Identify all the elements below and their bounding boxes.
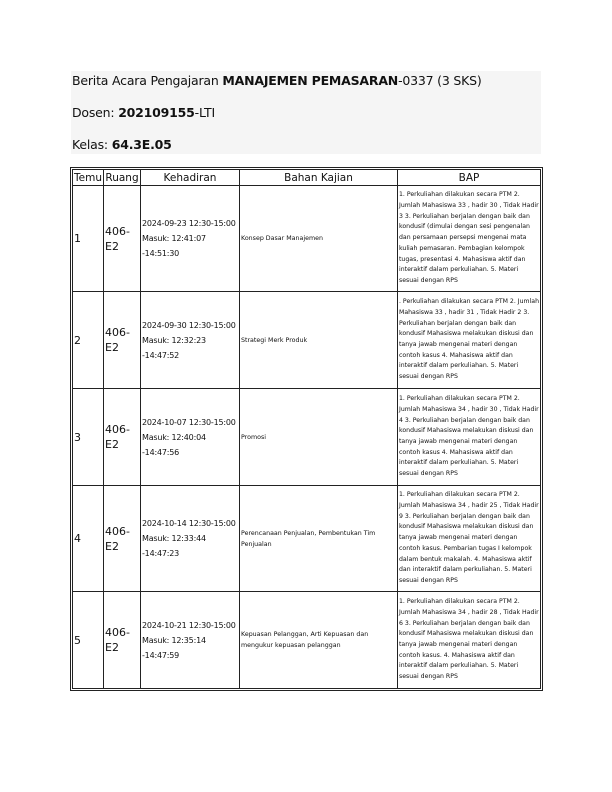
table-row (73, 292, 541, 389)
header-ruang: Ruang (105, 171, 139, 184)
class-line (72, 137, 172, 152)
schedule: 2024-10-14 12:30-15:00 (142, 519, 236, 528)
bap-notes: 1. Perkuliahan dilakukan secara PTM 2. Jumlah Mahasiswa 34 , hadir 25 , Tidak Hadir 9 3. Perkuliahan berjalan dengan baik dan kondusif Mahasiswa melakukan diskusi dan tanya jawab mengenai materi dengan contoh kasus. Pembarian tugas I kelompok dalam bentuk makalah. 4. Mahasiswa aktif dan interaktif dalam perkuliahan. 5. Materi sesuai dengan RPS (398, 486, 541, 592)
document-header (71, 71, 541, 154)
lecturer-id: 202109155 (118, 105, 195, 120)
meeting-number: 5 (73, 592, 104, 689)
meeting-number: 4 (73, 486, 104, 592)
bap-notes: 1. Perkuliahan dilakukan secara PTM 2. Jumlah Mahasiswa 33 , hadir 30 , Tidak Hadir 3 3. Perkuliahan berjalan dengan baik dan kondusif (dimulai dengan sesi pengenalan dan persamaan persepsi mengenai mata kuliah pemasaran. Pembagian kelompok tugas, presentasi 4. Mahasiswa aktif dan interaktif dalam perkuliahan. 5. Materi sesuai dengan RPS (398, 186, 541, 292)
table-row (73, 186, 541, 292)
check-in: Masuk: 12:33:44 -14:47:23 (142, 534, 206, 558)
meeting-number: 3 (73, 389, 104, 486)
bap-notes: 1. Perkuliahan dilakukan secara PTM 2. Jumlah Mahasiswa 34 , hadir 30 , Tidak Hadir 4 3. Perkuliahan berjalan dengan baik dan kondusif Mahasiswa melakukan diskusi dan tanya jawab mengenai materi dengan contoh kasus 4. Mahasiswa aktif dan interaktif dalam perkuliahan. 5. Materi sesuai dengan RPS (398, 389, 541, 486)
table-row (73, 486, 541, 592)
lecturer-label: Dosen: (72, 105, 119, 120)
course-name: MANAJEMEN PEMASARAN (222, 73, 399, 88)
bap-notes: . Perkuliahan dilakukan secara PTM 2. Jumlah Mahasiswa 33 , hadir 31 , Tidak Hadir 2 3. Perkuliahan berjalan dengan baik dan kondusif Mahasiswa melakukan diskusi dan tanya jawab mengenai materi dengan contoh kasus 4. Mahasiswa aktif dan interaktif dalam perkuliahan. 5. Materi sesuai dengan RPS (398, 292, 541, 389)
check-in: Masuk: 12:41:07 -14:51:30 (142, 234, 206, 258)
meeting-number: 2 (73, 292, 104, 389)
room: 406-E2 (104, 389, 141, 486)
study-material: Strategi Merk Produk (240, 292, 398, 389)
check-in: Masuk: 12:32:23 -14:47:52 (142, 335, 206, 360)
attendance (141, 486, 240, 592)
study-material: Perencanaan Penjualan, Pembentukan Tim Penjualan (240, 486, 398, 592)
check-in: Masuk: 12:35:14 -14:47:59 (142, 635, 206, 660)
room: 406-E2 (104, 486, 141, 592)
class-label: Kelas: (72, 137, 112, 152)
bap-notes: 1. Perkuliahan dilakukan secara PTM 2. Jumlah Mahasiswa 34 , hadir 28 , Tidak Hadir 6 3. Perkuliahan berjalan dengan baik dan kondusif Mahasiswa melakukan diskusi dan tanya jawab mengenai materi dengan contoh kasus. 4. Mahasiswa aktif dan interaktif dalam perkuliahan. 5. Materi sesuai dengan RPS (398, 592, 541, 689)
table-header-row (73, 170, 541, 186)
lecturer-suffix: -LTI (194, 105, 215, 120)
table-row (73, 592, 541, 689)
schedule: 2024-10-07 12:30-15:00 (142, 417, 236, 427)
room: 406-E2 (104, 186, 141, 292)
attendance (141, 389, 240, 486)
room: 406-E2 (104, 592, 141, 689)
header-kehadiran: Kehadiran (141, 170, 240, 186)
attendance (141, 186, 240, 292)
teaching-record-table (72, 169, 541, 689)
schedule: 2024-09-23 12:30-15:00 (142, 219, 236, 228)
study-material: Konsep Dasar Manajemen (240, 186, 398, 292)
meeting-number: 1 (73, 186, 104, 292)
class-code: 64.3E.05 (111, 137, 172, 152)
room: 406-E2 (104, 292, 141, 389)
course-code: -0337 (3 SKS) (398, 73, 482, 88)
attendance (141, 592, 240, 689)
schedule: 2024-10-21 12:30-15:00 (142, 620, 236, 630)
study-material: Promosi (240, 389, 398, 486)
table-row (73, 389, 541, 486)
check-in: Masuk: 12:40:04 -14:47:56 (142, 432, 206, 457)
study-material: Kepuasan Pelanggan, Arti Kepuasan dan mengukur kepuasan pelanggan (240, 592, 398, 689)
lecturer-line (72, 105, 215, 120)
title-prefix: Berita Acara Pengajaran (72, 73, 223, 88)
schedule: 2024-09-30 12:30-15:00 (142, 320, 236, 330)
attendance (141, 292, 240, 389)
header-temu: Temu (74, 171, 102, 184)
report-title (72, 73, 482, 88)
header-bahan-kajian: Bahan Kajian (240, 170, 398, 186)
header-bap: BAP (398, 170, 541, 186)
